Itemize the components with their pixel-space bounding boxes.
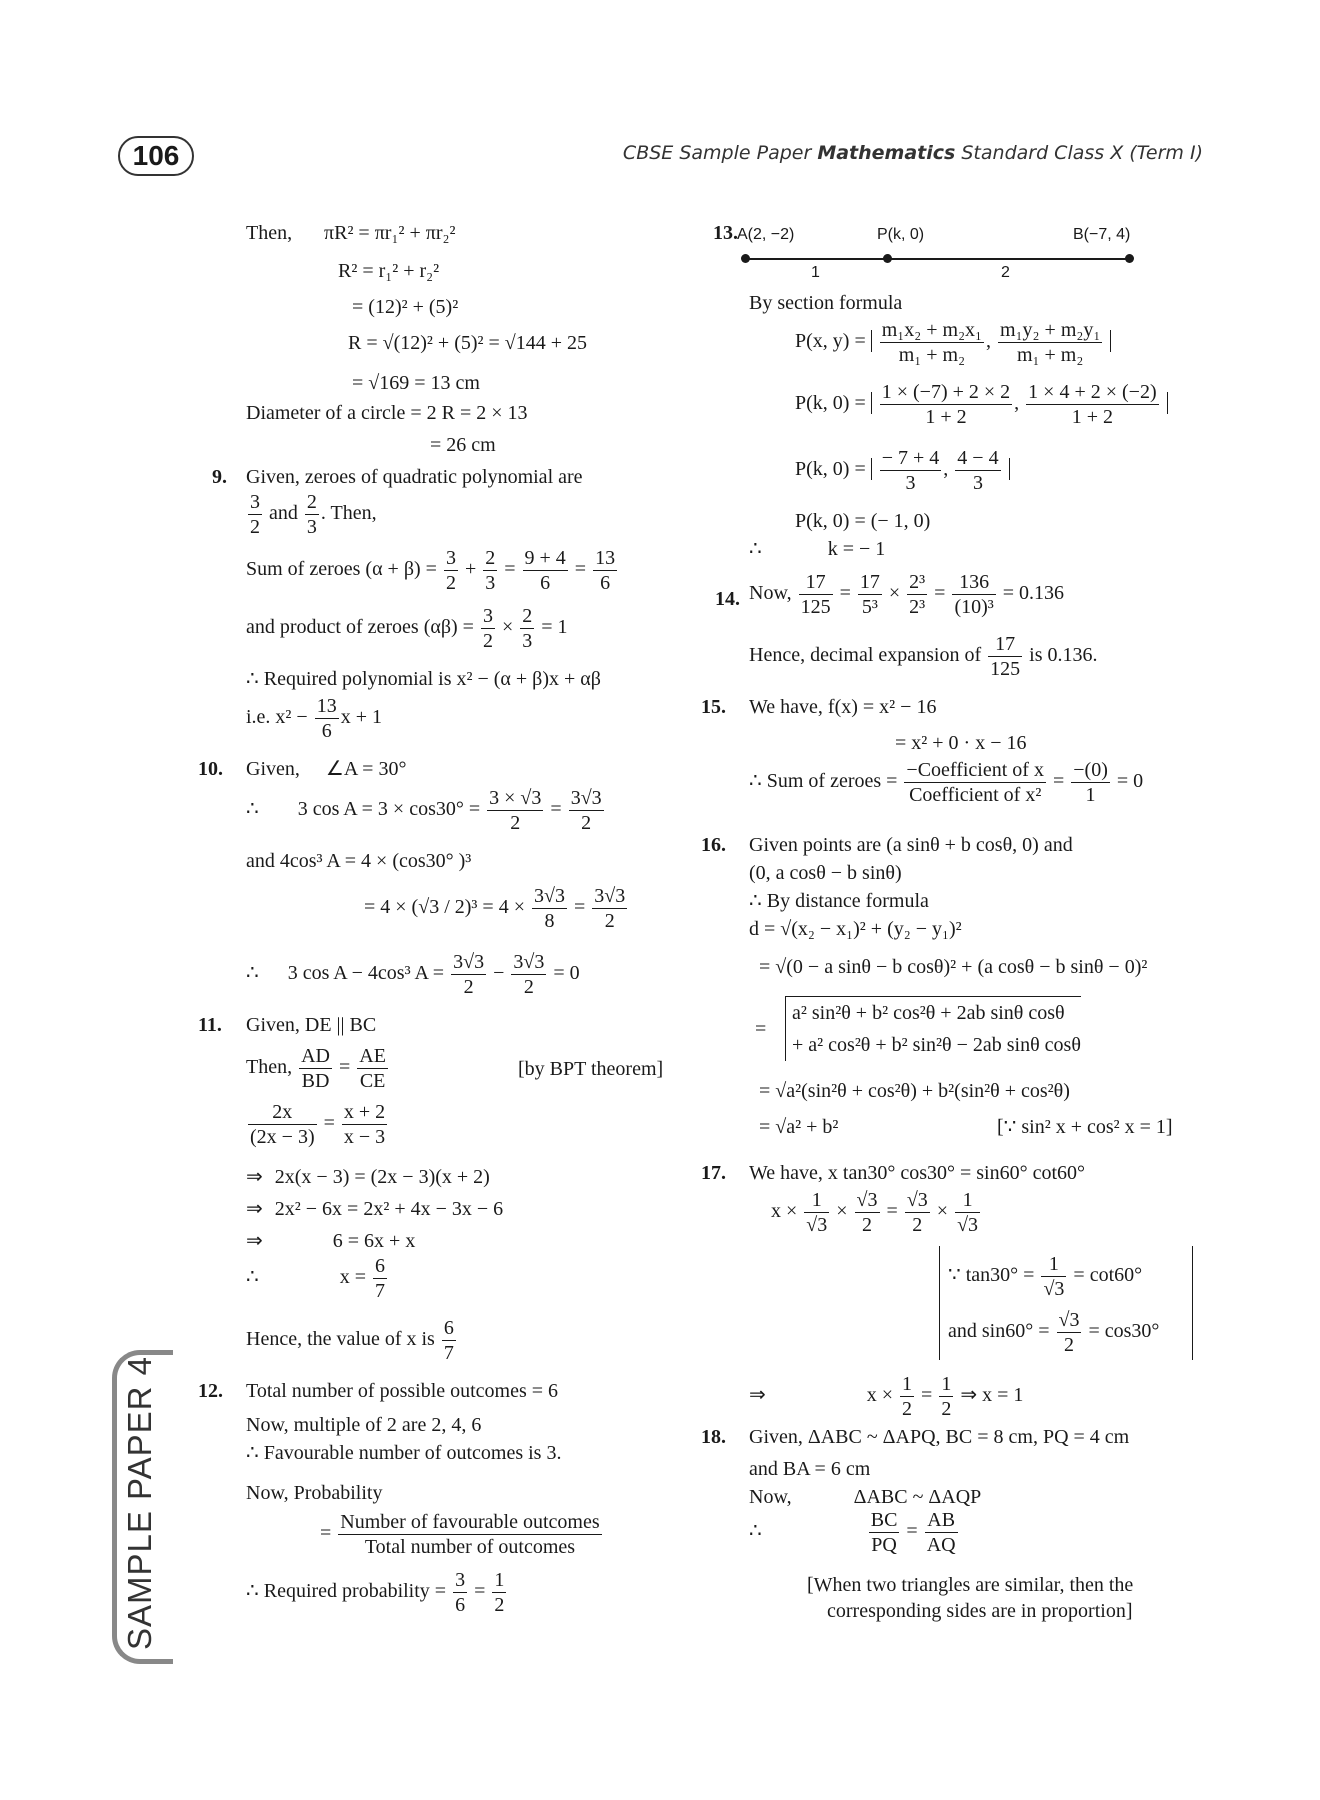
fraction: $\frac{17}{125}$ — [990, 633, 1021, 680]
fraction: $\frac{AB}{AQ}$ — [926, 1509, 956, 1556]
fraction: $\frac{6}{7}$ — [375, 1255, 386, 1302]
q13-line6: ∴ k = − 1 — [749, 538, 886, 560]
fraction: $\frac{4 - 4}{3}$ — [957, 447, 999, 494]
q12-line4: Now, Probability — [246, 1482, 383, 1504]
q10-line2: ∴ 3 cos A = 3 × cos30° = $\frac{3 \times √3}{2}$ = $\frac{3√3}{2}$ — [246, 787, 602, 834]
q15-line3: ∴ Sum of zeroes = $\frac{\text{−Coefficient of x}}{\text{Coefficient of x²}}$ = $\frac{-(0)}{1}$ = 0 — [749, 759, 1144, 806]
q9-ie: i.e. x² − $\frac{13}{6}$ x + 1 — [246, 695, 382, 742]
q14-hence: Hence, decimal expansion of $\frac{17}{125}$ is 0.136. — [749, 633, 1098, 680]
q17-line3: ⇒ x × $\frac{1}{2}$ = $\frac{1}{2}$ ⇒ x = 1 — [749, 1373, 1024, 1420]
q10-line3: and 4cos³ A = 4 × (cos30° )³ — [246, 850, 472, 872]
q11-given: 11. Given, DE || BC — [198, 1014, 377, 1036]
q17-reason-bracket — [939, 1246, 1193, 1360]
q13-number: 13. — [713, 222, 738, 244]
q9-number: 9. — [212, 466, 227, 488]
q9-line1: 9. Given, zeroes of quadratic polynomial are — [212, 466, 583, 488]
fraction: $\frac{1}{2}$ — [494, 1569, 505, 1616]
q17-reason1: ∵ tan30° = $\frac{1}{√3}$ = cot60° — [948, 1253, 1143, 1300]
fraction: $\frac{1 \times (-7) + 2 \times 2}{1 + 2}$ — [881, 381, 1011, 428]
q16-line6: a² sin²θ + b² cos²θ + 2ab sinθ cosθ + a² cos²θ + b² sin²θ − 2ab sinθ cosθ — [785, 996, 1081, 1061]
q17-reason2: and sin60° = $\frac{√3}{2}$ = cos30° — [948, 1309, 1160, 1356]
fraction: $\frac{2}{3}$ — [306, 491, 317, 538]
q16-identity-note: [∵ sin² x + cos² x = 1] — [997, 1116, 1173, 1138]
fraction: $\frac{√3}{2}$ — [1058, 1309, 1080, 1356]
q17-line1: 17. We have, x tan30° cos30° = sin60° cot60° — [701, 1162, 1086, 1184]
fraction: $\frac{136}{\text{(10)³}}$ — [954, 571, 994, 618]
fraction: $\frac{6}{7}$ — [443, 1317, 454, 1364]
segment-line — [745, 258, 1130, 260]
fraction: $\frac{2}{3}$ — [485, 547, 496, 594]
fraction: $\frac{3√3}{2}$ — [570, 787, 602, 834]
q8-then: Then, — [246, 222, 293, 244]
page-number: 106 — [118, 136, 194, 176]
q11-bpt-note: [by BPT theorem] — [518, 1058, 664, 1080]
fraction: $\frac{9 + 4}{6}$ — [524, 547, 566, 594]
fraction: $\frac{\text{2³}}{\text{2³}}$ — [909, 571, 926, 618]
q8-line5: = √169 = 13 cm — [352, 372, 480, 394]
fraction: $\frac{\text{m₁y₂ + m₂y₁}}{\text{m₁ + m₂}}$ — [1000, 319, 1101, 366]
fraction: $\frac{AE}{CE}$ — [359, 1045, 386, 1092]
fraction: $\frac{3}{2}$ — [482, 605, 493, 652]
q11-line4: ⇒ 2x² − 6x = 2x² + 4x − 3x − 6 — [246, 1198, 504, 1220]
q17-number: 17. — [701, 1162, 726, 1184]
fraction: $\frac{3}{2}$ — [445, 547, 456, 594]
q13-line5: P(k, 0) = (− 1, 0) — [795, 510, 931, 532]
q16-line1: 16. Given points are (a sinθ + b cosθ, 0) and — [701, 834, 1073, 856]
fraction: $\frac{3}{2}$ — [250, 491, 260, 538]
q13-line4: P(k, 0) = $\frac{- 7 + 4}{3}$ , $\frac{4 - 4}{3}$ — [795, 446, 1010, 495]
point-a-label: A(2, −2) — [737, 226, 795, 243]
fraction: $\frac{3 \times √3}{2}$ — [489, 787, 542, 834]
q15-line2: = x² + 0 · x − 16 — [895, 732, 1027, 754]
q16-line7: = √a²(sin²θ + cos²θ) + b²(sin²θ + cos²θ) — [759, 1080, 1070, 1102]
q12-line2: Now, multiple of 2 are 2, 4, 6 — [246, 1414, 482, 1436]
q18-line1: 18. Given, ΔABC ~ ΔAPQ, BC = 8 cm, PQ = 4 cm — [701, 1426, 1130, 1448]
q11-line5: ⇒ 6 = 6x + x — [246, 1230, 416, 1252]
q18-note1: [When two triangles are similar, then the — [807, 1574, 1134, 1596]
point-b-label: B(−7, 4) — [1073, 226, 1131, 243]
fraction: $\frac{1}{2}$ — [902, 1373, 913, 1420]
running-title: CBSE Sample Paper Mathematics Standard Class X (Term I) — [622, 142, 1203, 164]
q10-line5: ∴ 3 cos A − 4cos³ A = $\frac{3√3}{2}$ − $\frac{3√3}{2}$ = 0 — [246, 951, 580, 998]
fraction: $\frac{3√3}{8}$ — [533, 885, 565, 932]
fraction: $\frac{3√3}{2}$ — [594, 885, 626, 932]
q9-sum: Sum of zeroes (α + β) = $\frac{3}{2}$ + $\frac{2}{3}$ = $\frac{9 + 4}{6}$ = $\frac{13}{6}$ — [246, 547, 616, 594]
q8-line7: = 26 cm — [430, 434, 496, 456]
point-a — [741, 254, 750, 263]
q11-then: Then, $\frac{AD}{BD}$ = $\frac{AE}{CE}$ — [246, 1045, 386, 1092]
q16-number: 16. — [701, 834, 726, 856]
ratio-1: 1 — [811, 264, 820, 281]
q18-line2: and BA = 6 cm — [749, 1458, 871, 1480]
fraction: $\frac{x + 2}{x - 3}$ — [343, 1101, 386, 1148]
q9-product: and product of zeroes (αβ) = $\frac{3}{2}$ × $\frac{2}{3}$ = 1 — [246, 605, 568, 652]
fraction: $\frac{AD}{BD}$ — [301, 1045, 330, 1092]
q8-line6: Diameter of a circle = 2 R = 2 × 13 — [246, 402, 528, 424]
fraction: $\frac{- 7 + 4}{3}$ — [881, 447, 940, 494]
q14-number: 14. — [715, 588, 740, 610]
q13-line3: P(k, 0) = $\frac{1 \times (-7) + 2 \times 2}{1 + 2}$ , $\frac{1 \times 4 + 2 \times (-2)}{1 + 2}$ — [795, 380, 1168, 429]
point-p-label: P(k, 0) — [877, 226, 925, 243]
section-diagram — [725, 226, 1155, 286]
fraction: $\frac{2x}{(2x - 3)}$ — [250, 1101, 315, 1148]
q12-number: 12. — [198, 1380, 223, 1402]
fraction: $\frac{\text{m₁x₂ + m₂x₁}}{\text{m₁ + m₂}}$ — [881, 319, 983, 366]
q11-line3: ⇒ 2x(x − 3) = (2x − 3)(x + 2) — [246, 1166, 490, 1188]
fraction: $\frac{\text{Number of favourable outcomes}}{\text{Total number of outcomes}}$ — [340, 1511, 600, 1558]
fraction: $\frac{1}{√3}$ — [1043, 1253, 1065, 1300]
q8-line3: = (12)² + (5)² — [352, 296, 459, 318]
fraction: $\frac{1}{√3}$ — [806, 1189, 828, 1236]
q16-line8: = √a² + b² — [759, 1116, 839, 1138]
q11-line2: $\frac{2x}{(2x - 3)}$ = $\frac{x + 2}{x - 3}$ — [250, 1101, 386, 1148]
fraction: $\frac{BC}{PQ}$ — [870, 1509, 898, 1556]
q16-eq: = — [755, 1018, 767, 1040]
q9-required: ∴ Required polynomial is x² − (α + β)x + αβ — [246, 668, 601, 690]
q10-number: 10. — [198, 758, 223, 780]
fraction: $\frac{2}{3}$ — [522, 605, 533, 652]
fraction: $\frac{√3}{2}$ — [856, 1189, 878, 1236]
fraction: $\frac{17}{\text{5³}}$ — [859, 571, 880, 618]
page-header — [118, 136, 1203, 180]
q16-line3: ∴ By distance formula — [749, 890, 929, 912]
fraction: $\frac{-(0)}{1}$ — [1073, 759, 1108, 806]
q17-line2: x × $\frac{1}{√3}$ × $\frac{√3}{2}$ = $\frac{√3}{2}$ × $\frac{1}{√3}$ — [771, 1189, 979, 1236]
fraction: $\frac{1}{2}$ — [941, 1373, 952, 1420]
q18-number: 18. — [701, 1426, 726, 1448]
q14-line1: 14. Now, $\frac{17}{125}$ = $\frac{17}{\text{5³}}$ × $\frac{\text{2³}}{\text{2³}}$ = $\frac{136}{\text{(10)³}}$ = 0.136 — [715, 571, 1065, 618]
q11-line6: ∴ x = $\frac{6}{7}$ — [246, 1255, 386, 1302]
side-tab-label: SAMPLE PAPER 4 — [121, 1355, 158, 1651]
q16-line5: = √(0 − a sinθ − b cosθ)² + (a cosθ − b sinθ − 0)² — [759, 956, 1148, 978]
q8-line4: R = √(12)² + (5)² = √144 + 25 — [348, 332, 588, 354]
q18-note2: corresponding sides are in proportion] — [827, 1600, 1133, 1622]
fraction: $\frac{13}{6}$ — [316, 695, 337, 742]
q15-number: 15. — [701, 696, 726, 718]
fraction: $\frac{1 \times 4 + 2 \times (-2)}{1 + 2}$ — [1028, 381, 1157, 428]
q13-line2: P(x, y) = $\frac{\text{m₁x₂ + m₂x₁}}{\text{m₁ + m₂}}$ , $\frac{\text{m₁y₂ + m₂y₁}}{\text{m₁ + m₂}}$ — [795, 318, 1111, 367]
fraction: $\frac{3}{6}$ — [455, 1569, 466, 1616]
q13-line1: By section formula — [749, 292, 903, 314]
q10-given: 10. Given, ∠A = 30° — [198, 758, 407, 780]
q12-line3: ∴ Favourable number of outcomes is 3. — [246, 1442, 562, 1464]
q16-line2: (0, a cosθ − b sinθ) — [749, 862, 902, 884]
fraction: $\frac{3√3}{2}$ — [453, 951, 485, 998]
q12-probability-fraction: = $\frac{\text{Number of favourable outcomes}}{\text{Total number of outcomes}}$ — [320, 1511, 600, 1558]
fraction: $\frac{1}{√3}$ — [957, 1189, 979, 1236]
q9-zeroes: $\frac{3}{2}$ and $\frac{2}{3}$ . Then, — [250, 491, 377, 538]
q16-line4: d = √(x₂ − x₁)² + (y₂ − y₁)² — [749, 918, 962, 940]
fraction: $\frac{17}{125}$ — [800, 571, 831, 618]
q18-ratio: ∴ $\frac{BC}{PQ}$ = $\frac{AB}{AQ}$ — [749, 1509, 956, 1556]
point-p — [883, 254, 892, 263]
q12-line1: 12. Total number of possible outcomes = 6 — [198, 1380, 559, 1402]
q12-required: ∴ Required probability = $\frac{3}{6}$ = $\frac{1}{2}$ — [246, 1569, 505, 1616]
q18-now: Now, ΔABC ~ ΔAQP — [749, 1486, 982, 1508]
fraction: $\frac{3√3}{2}$ — [513, 951, 545, 998]
q11-hence: Hence, the value of x is $\frac{6}{7}$ — [246, 1317, 454, 1364]
q11-number: 11. — [198, 1014, 222, 1036]
ratio-2: 2 — [1001, 264, 1010, 281]
q15-line1: 15. We have, f(x) = x² − 16 — [701, 696, 937, 718]
q10-line4: = 4 × (√3 / 2)³ = 4 × $\frac{3√3}{8}$ = $\frac{3√3}{2}$ — [364, 885, 626, 932]
q8-line2: R² = r₁² + r₂² — [338, 260, 440, 282]
fraction: $\frac{\text{−Coefficient of x}}{\text{Coefficient of x²}}$ — [906, 759, 1044, 806]
fraction: $\frac{13}{6}$ — [595, 547, 616, 594]
point-b — [1125, 254, 1134, 263]
fraction: $\frac{√3}{2}$ — [906, 1189, 928, 1236]
q8-line1: πR² = πr₁² + πr₂² — [324, 222, 456, 244]
